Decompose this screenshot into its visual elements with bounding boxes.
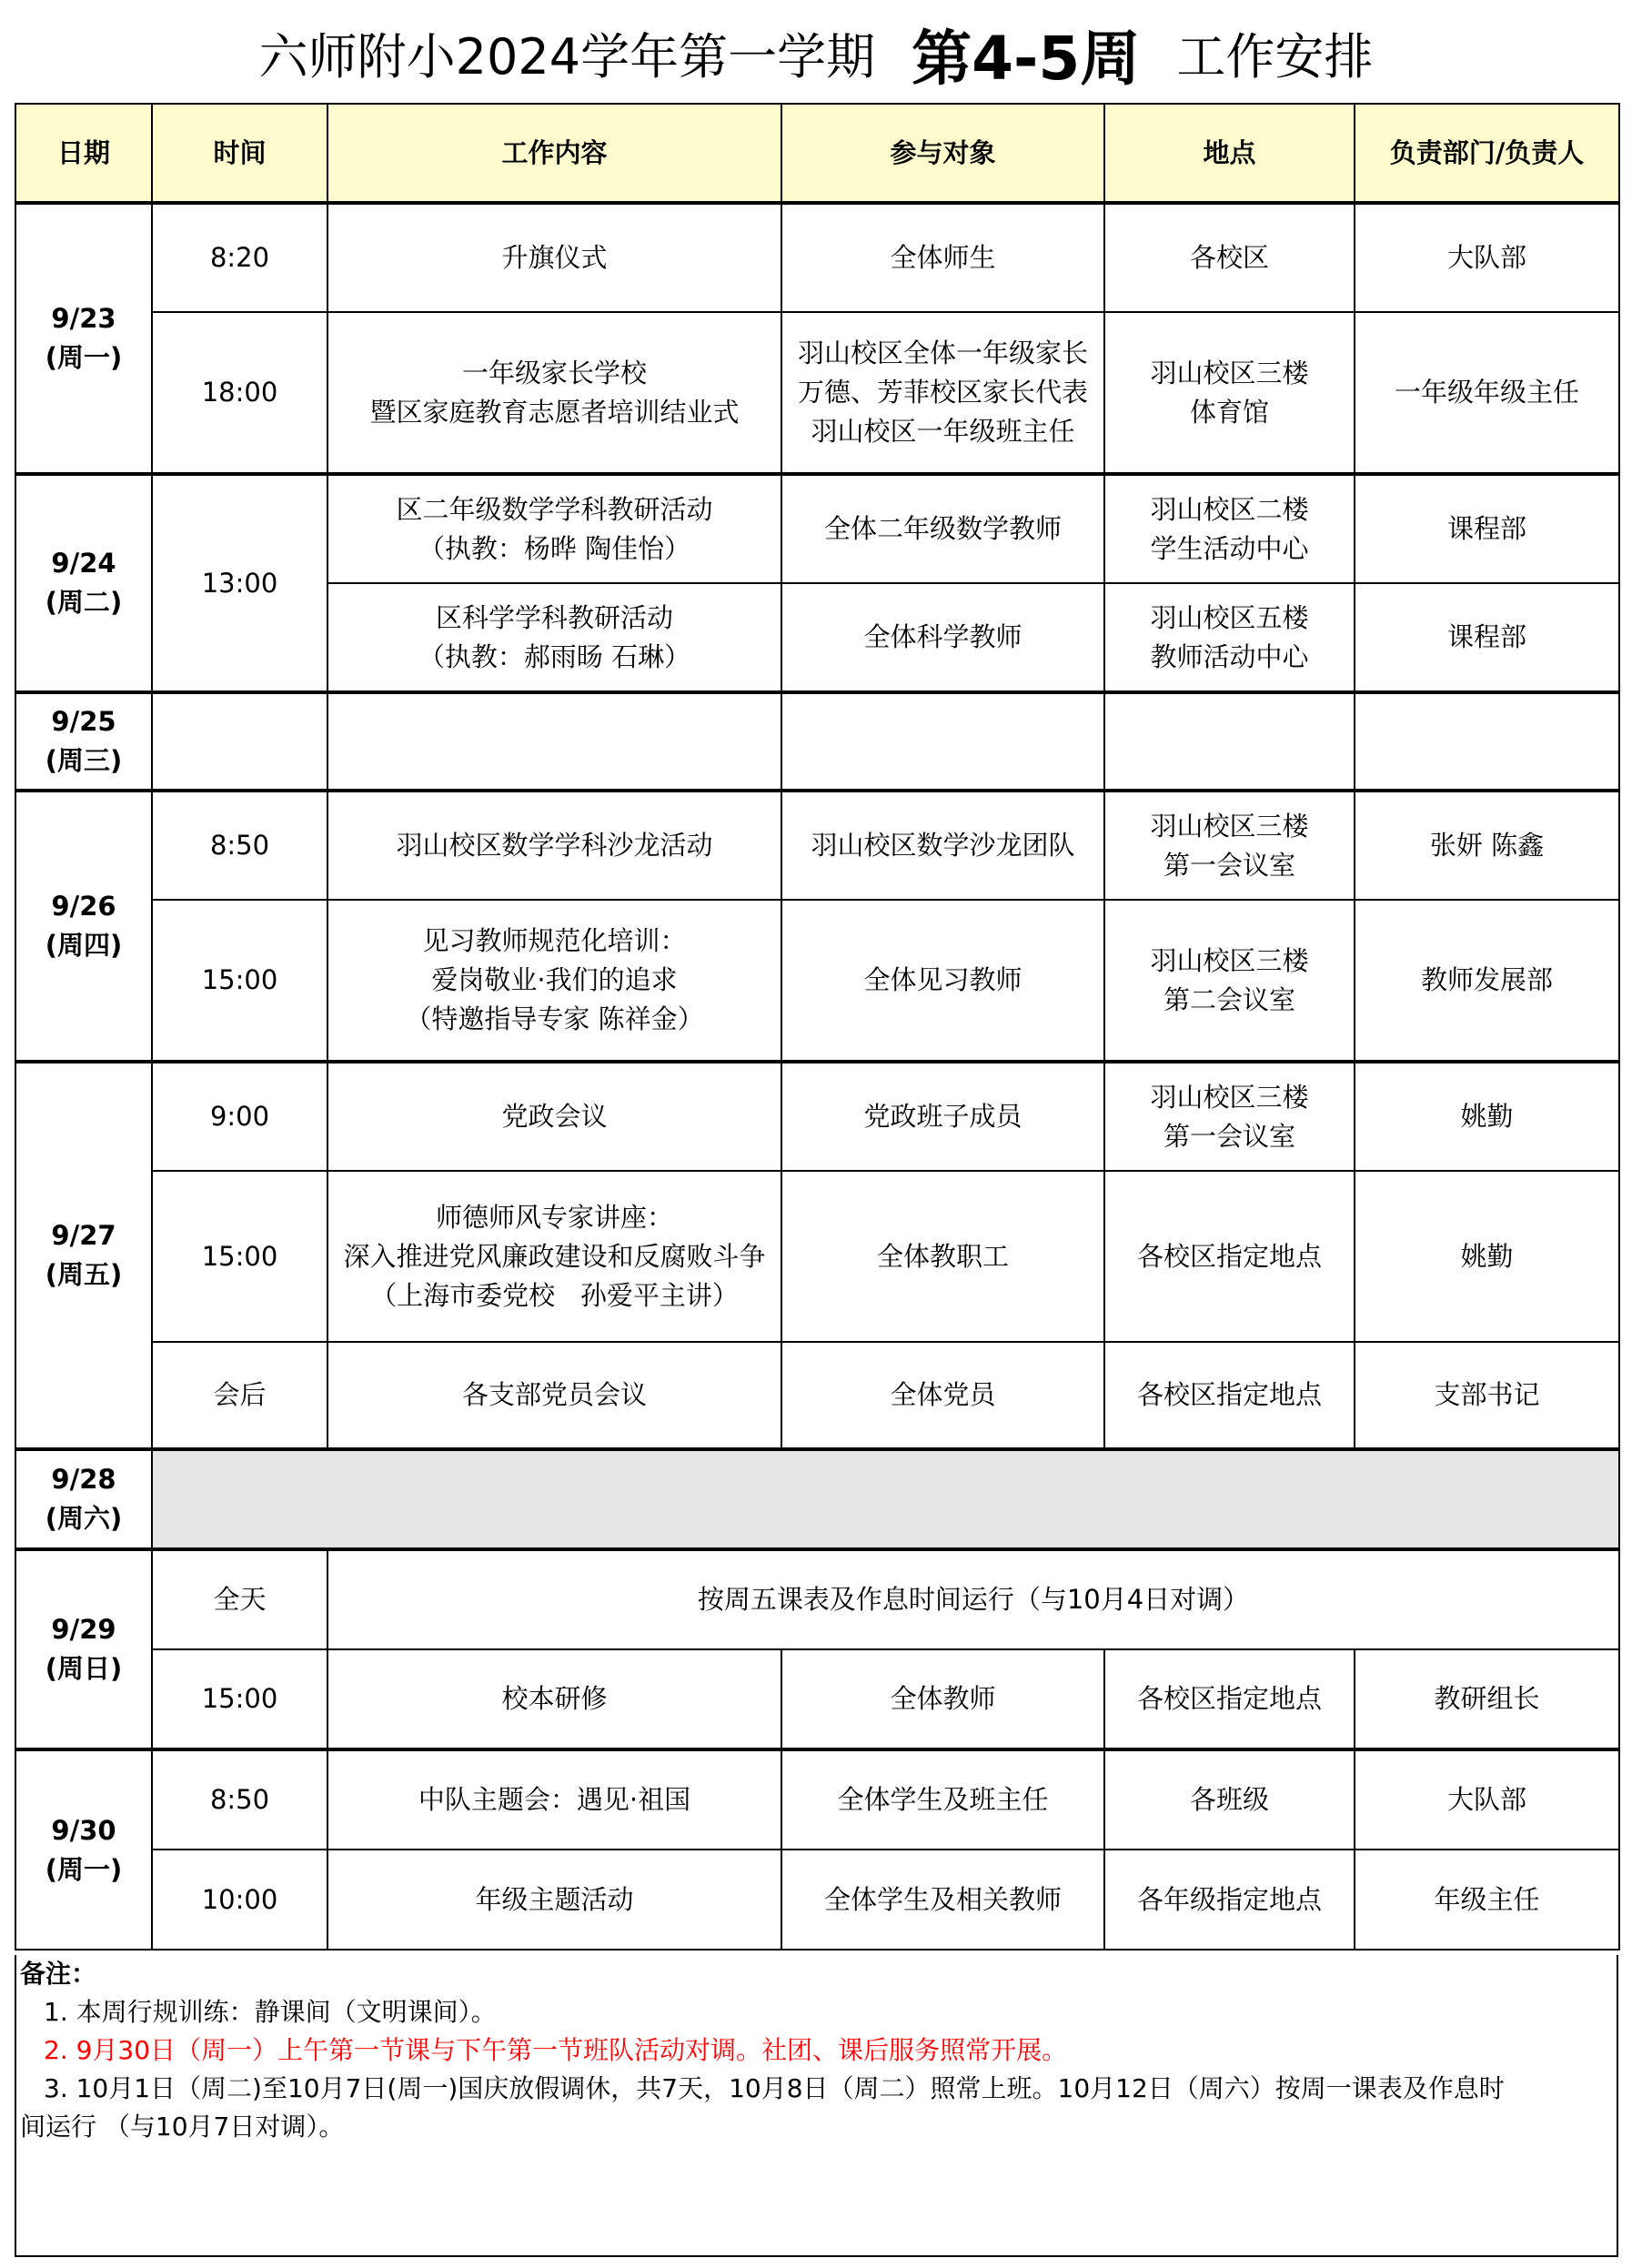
location-cell (1104, 692, 1355, 791)
content-cell: 年级主题活动 (327, 1850, 781, 1950)
date-cell (15, 791, 152, 1062)
table-row (15, 1649, 1619, 1749)
location-cell (1104, 583, 1355, 692)
notes-heading: 备注： (20, 1959, 97, 1989)
location-cell (1104, 474, 1355, 583)
location-line: 羽山校区三楼 (1150, 357, 1309, 388)
participants-cell: 全体教职工 (781, 1171, 1104, 1342)
date-text: 9/28 (51, 1464, 116, 1495)
content-line: 一年级家长学校 (461, 357, 647, 388)
time-cell: 15:00 (152, 1171, 327, 1342)
table-row (15, 1549, 1619, 1649)
table-row (15, 1449, 1619, 1549)
note-item-2: 2. 9月30日（周一）上午第一节课与下午第一节班队活动对调。社团、课后服务照常开展。 (44, 2035, 1068, 2065)
participants-line: 羽山校区一年级班主任 (811, 416, 1075, 447)
content-cell (327, 583, 781, 692)
note-item-3-continued: 间运行 （与10月7日对调）。 (20, 2112, 345, 2142)
location-cell (1104, 1062, 1355, 1171)
participants-cell: 羽山校区数学沙龙团队 (781, 791, 1104, 900)
date-cell (15, 692, 152, 791)
location-line: 第一会议室 (1163, 1120, 1295, 1152)
weekday-text: (周一) (45, 1853, 123, 1885)
content-cell: 党政会议 (327, 1062, 781, 1171)
content-cell: 校本研修 (327, 1649, 781, 1749)
saturday-empty-cell (152, 1449, 1619, 1549)
content-line: （特邀指导专家 陈祥金） (405, 1003, 704, 1034)
time-cell: 18:00 (152, 312, 327, 474)
location-cell: 各校区 (1104, 203, 1355, 312)
header-participants: 参与对象 (781, 104, 1104, 203)
date-text: 9/27 (51, 1220, 116, 1251)
location-cell: 各校区指定地点 (1104, 1649, 1355, 1749)
location-line: 羽山校区三楼 (1150, 944, 1309, 976)
header-owner: 负责部门/负责人 (1355, 104, 1619, 203)
table-row (15, 692, 1619, 791)
table-row (15, 312, 1619, 474)
title-suffix: 工作安排 (1176, 27, 1374, 86)
owner-cell: 姚勤 (1355, 1062, 1619, 1171)
time-cell (152, 692, 327, 791)
time-cell: 会后 (152, 1342, 327, 1449)
weekday-text: (周三) (45, 745, 123, 776)
date-text: 9/29 (51, 1614, 116, 1645)
title-school-term: 六师附小2024学年第一学期 (258, 27, 876, 86)
location-line: 教师活动中心 (1150, 640, 1309, 672)
participants-cell: 全体教师 (781, 1649, 1104, 1749)
location-line: 羽山校区二楼 (1150, 493, 1309, 525)
participants-cell: 全体科学教师 (781, 583, 1104, 692)
owner-cell: 课程部 (1355, 474, 1619, 583)
content-cell (327, 474, 781, 583)
date-text: 9/30 (51, 1814, 116, 1846)
content-line: （上海市委党校 孙爱平主讲） (370, 1279, 739, 1311)
date-text: 9/26 (51, 891, 116, 922)
time-cell: 8:20 (152, 203, 327, 312)
weekday-text: (周五) (45, 1259, 123, 1290)
notes-box (15, 1955, 1618, 2257)
owner-cell: 支部书记 (1355, 1342, 1619, 1449)
date-text: 9/24 (51, 548, 116, 579)
weekday-text: (周一) (45, 342, 123, 373)
table-row (15, 1850, 1619, 1950)
table-row (15, 1171, 1619, 1342)
time-cell: 8:50 (152, 791, 327, 900)
content-cell (327, 900, 781, 1062)
time-cell: 15:00 (152, 1649, 327, 1749)
content-line: 爱岗敬业·我们的追求 (431, 964, 678, 995)
weekday-text: (周四) (45, 930, 123, 961)
date-text: 9/23 (51, 303, 116, 334)
content-line: （执教：郝雨旸 石琳） (418, 640, 691, 672)
note-item-1: 1. 本周行规训练：静课间（文明课间）。 (44, 1997, 497, 2027)
owner-cell: 张妍 陈鑫 (1355, 791, 1619, 900)
location-cell (1104, 312, 1355, 474)
content-cell: 中队主题会：遇见·祖国 (327, 1749, 781, 1850)
owner-cell: 大队部 (1355, 203, 1619, 312)
weekday-text: (周六) (45, 1503, 123, 1534)
location-line: 羽山校区三楼 (1150, 1081, 1309, 1113)
weekday-text: (周日) (45, 1653, 123, 1684)
schedule-table (15, 103, 1620, 1950)
content-line: 区科学学科教研活动 (435, 601, 673, 633)
content-cell: 羽山校区数学学科沙龙活动 (327, 791, 781, 900)
table-row (15, 1342, 1619, 1449)
content-line: 见习教师规范化培训： (422, 925, 687, 956)
location-cell: 各校区指定地点 (1104, 1342, 1355, 1449)
participants-cell: 全体师生 (781, 203, 1104, 312)
time-cell: 13:00 (152, 474, 327, 692)
participants-cell (781, 692, 1104, 791)
title-week-range: 第4-5周 (912, 23, 1141, 94)
content-cell (327, 692, 781, 791)
content-cell: 升旗仪式 (327, 203, 781, 312)
location-cell: 各年级指定地点 (1104, 1850, 1355, 1950)
header-location: 地点 (1104, 104, 1355, 203)
location-cell: 各校区指定地点 (1104, 1171, 1355, 1342)
note-item-3: 3. 10月1日（周二)至10月7日(周一)国庆放假调休，共7天，10月8日（周二）照常上班。10月12日（周六）按周一课表及作息时 (44, 2073, 1505, 2103)
participants-cell: 全体党员 (781, 1342, 1104, 1449)
content-cell: 按周五课表及作息时间运行（与10月4日对调） (327, 1549, 1619, 1649)
date-text: 9/25 (51, 706, 116, 737)
owner-cell: 一年级年级主任 (1355, 312, 1619, 474)
location-line: 第二会议室 (1163, 983, 1295, 1015)
content-cell (327, 1171, 781, 1342)
participants-cell: 全体见习教师 (781, 900, 1104, 1062)
content-line: 深入推进党风廉政建设和反腐败斗争 (343, 1240, 766, 1272)
participants-cell: 全体学生及班主任 (781, 1749, 1104, 1850)
participants-cell: 党政班子成员 (781, 1062, 1104, 1171)
content-line: 师德师风专家讲座： (435, 1201, 673, 1233)
table-row (15, 791, 1619, 900)
weekday-text: (周二) (45, 587, 123, 618)
date-cell (15, 203, 152, 474)
date-cell (15, 1549, 152, 1749)
owner-cell: 年级主任 (1355, 1850, 1619, 1950)
table-row (15, 1062, 1619, 1171)
location-cell (1104, 900, 1355, 1062)
time-cell: 10:00 (152, 1850, 327, 1950)
time-cell: 9:00 (152, 1062, 327, 1171)
participants-cell: 全体学生及相关教师 (781, 1850, 1104, 1950)
location-line: 学生活动中心 (1150, 532, 1309, 564)
date-cell (15, 474, 152, 692)
header-content: 工作内容 (327, 104, 781, 203)
owner-cell: 教研组长 (1355, 1649, 1619, 1749)
time-cell: 15:00 (152, 900, 327, 1062)
table-row (15, 900, 1619, 1062)
time-cell: 全天 (152, 1549, 327, 1649)
participants-line: 万德、芳菲校区家长代表 (797, 377, 1088, 408)
location-line: 第一会议室 (1163, 849, 1295, 881)
location-line: 羽山校区五楼 (1150, 601, 1309, 633)
owner-cell: 姚勤 (1355, 1171, 1619, 1342)
table-row (15, 203, 1619, 312)
table-header-row (15, 104, 1619, 203)
time-cell: 8:50 (152, 1749, 327, 1850)
participants-cell (781, 312, 1104, 474)
content-line: 暨区家庭教育志愿者培训结业式 (369, 396, 740, 428)
owner-cell: 大队部 (1355, 1749, 1619, 1850)
table-row (15, 1749, 1619, 1850)
date-cell (15, 1062, 152, 1449)
date-cell (15, 1749, 152, 1950)
table-row (15, 474, 1619, 583)
participants-cell: 全体二年级数学教师 (781, 474, 1104, 583)
page-title (0, 7, 1632, 98)
owner-cell: 教师发展部 (1355, 900, 1619, 1062)
date-cell (15, 1449, 152, 1549)
owner-cell (1355, 692, 1619, 791)
content-line: （执教：杨晔 陶佳怡） (418, 532, 691, 564)
owner-cell: 课程部 (1355, 583, 1619, 692)
location-line: 体育馆 (1189, 396, 1269, 428)
participants-line: 羽山校区全体一年级家长 (797, 338, 1088, 368)
header-date: 日期 (15, 104, 152, 203)
location-cell (1104, 791, 1355, 900)
content-cell (327, 312, 781, 474)
location-line: 羽山校区三楼 (1150, 810, 1309, 842)
header-time: 时间 (152, 104, 327, 203)
content-line: 区二年级数学学科教研活动 (396, 493, 713, 525)
content-cell: 各支部党员会议 (327, 1342, 781, 1449)
location-cell: 各班级 (1104, 1749, 1355, 1850)
